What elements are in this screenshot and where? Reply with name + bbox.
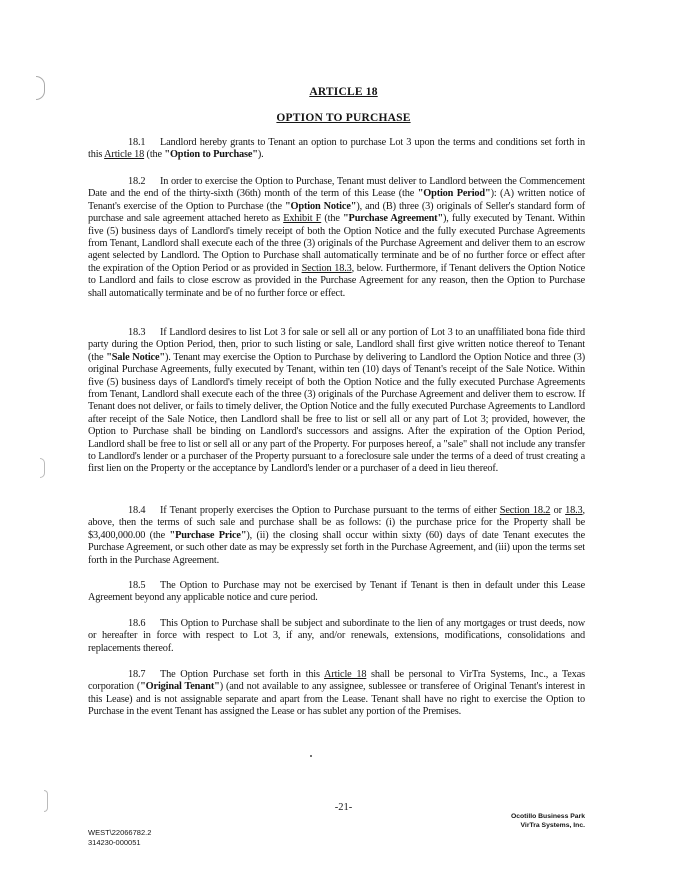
defined-term: "Option Notice": [284, 200, 357, 212]
section-18-2: 18.2 In order to exercise the Option to Purchase, Tenant must deliver to Landlord between the Commencement Date and the end of the thirty-sixth (36th) month of the term of this Lease (the "Option Period"): (A) written notice of Tenant's exercise of the Option to Purchase (the "Option Notice"), and (B) three (3) originals of Seller's standard form of purchase and sale agreement attached hereto as Exhibit F (the "Purchase Agreement"), fully executed by Tenant. Within five (5) business days of Landlord's timely receipt of both the Option Notice and the fully executed Purchase Agreements from Tenant, Landlord shall execute each of the three (3) originals of the Purchase Agreement and deliver them to an escrow agent selected by Landlord. The Option to Purchase shall automatically terminate and be of no further force or effect after the expiration of the Option Period or as provided in Section 18.3, below. Furthermore, if Tenant delivers the Option Notice to Landlord and fails to close escrow as provided in the Purchase Agreement for any reason, then the Option to Purchase shall automatically terminate and be of no further force or effect.: [88, 176, 586, 299]
section-number: 18.2: [128, 176, 146, 187]
section-number: 18.7: [128, 669, 146, 680]
section-18-5: 18.5 The Option to Purchase may not be exercised by Tenant if Tenant is then in default under this Lease Agreement beyond any applicable notice and cure period.: [88, 580, 585, 604]
document-id: WEST\22066782.2: [88, 828, 152, 837]
defined-term: "Sale Notice": [106, 351, 165, 363]
section-18-6: 18.6 This Option to Purchase shall be subject and subordinate to the lien of any mortgages or trust deeds, now or hereafter in force with respect to Lot 3, if any, and/or renewals, extensions, modifications, consolidations and replacements thereof.: [88, 618, 585, 654]
tenant-name: VirTra Systems, Inc.: [520, 822, 585, 829]
section-18-3: 18.3 If Landlord desires to list Lot 3 for sale or sell all or any portion of Lot 3 to an unaffiliated bona fide third party during the Option Period, then, prior to such listing or sale, Landlord shall first give written notice thereof to Tenant (the "Sale Notice"). Tenant may exercise the Option to Purchase by delivering to Landlord the Option Notice and three (3) original Purchase Agreements, fully executed by Tenant, within ten (10) days of Tenant's receipt of the Sale Notice. Within five (5) business days of Landlord's timely receipt of both the Option Notice and the fully executed Purchase Agreements from Tenant, Landlord shall execute each of the three (3) originals of the Purchase Agreement and deliver them to escrow. If Tenant does not deliver, or fails to timely deliver, the Option Notice and the fully executed Purchase Agreements to Landlord after receipt of the Sale Notice, then Landlord shall be free to list or sell all or any part of Lot 3; provided, however, the Option to Purchase shall be binding on Landlord's successors and assigns. After the expiration of the Option Period, Landlord shall be free to list or sell all or any part of the Property. For purposes hereof, a "sale" shall not include any transfer to Landlord's lender or a purchaser of the Property pursuant to a foreclosure sale under the terms of a deed of trust creating a first lien on the Property or the acceptance by Landlord's lender or a purchaser of a deed in lieu thereof.: [88, 327, 585, 475]
defined-term: "Purchase Price": [169, 529, 247, 541]
defined-term: "Option to Purchase": [164, 149, 258, 161]
section-18-7: 18.7 The Option Purchase set forth in this Article 18 shall be personal to VirTra Systems, Inc., a Texas corporation ("Original Tenant") (and not available to any assignee, sublessee or transferee of Original Tenant's interest in this Lease) and is not assignable separate and apart from the Lease. Tenant shall have no right to exercise the Option to Purchase in the event Tenant has assigned the Lease or has sublet any portion of the Premises.: [88, 669, 586, 718]
section-number: 18.6: [128, 618, 146, 629]
page-number: -21-: [334, 802, 353, 813]
scan-speck: [310, 755, 312, 757]
cross-reference: Article 18: [104, 149, 145, 161]
section-number: 18.5: [128, 580, 146, 591]
section-number: 18.1: [128, 137, 146, 148]
cross-reference: Article 18: [324, 669, 367, 680]
cross-reference: Exhibit F: [283, 213, 322, 225]
cross-reference: 18.3: [565, 505, 583, 516]
section-18-1: 18.1 Landlord hereby grants to Tenant an option to purchase Lot 3 upon the terms and conditions set forth in this Article 18 (the "Option to Purchase").: [88, 137, 585, 161]
document-id-block: [88, 828, 151, 848]
article-title: ARTICLE 18: [309, 86, 378, 98]
section-number: 18.3: [128, 327, 146, 338]
article-subtitle: OPTION TO PURCHASE: [276, 112, 411, 124]
scan-margin-mark: [40, 458, 45, 478]
section-18-4: 18.4 If Tenant properly exercises the Option to Purchase pursuant to the terms of either Section 18.2 or 18.3, above, then the terms of such sale and purchase shall be as follows: (i) the purchase price for the Property shall be $3,400,000.00 (the "Purchase Price"), (ii) the closing shall occur within sixty (60) days of date Tenant executes the Purchase Agreement, or such other date as may be expressly set forth in the Purchase Agreement, and (iii) upon the terms set forth in the Purchase Agreement.: [88, 505, 586, 566]
defined-term: "Option Period": [417, 188, 491, 200]
defined-term: "Original Tenant": [140, 681, 220, 693]
project-name: Ocotillo Business Park: [510, 813, 585, 820]
matter-number: 314230-000051: [88, 838, 141, 847]
section-number: 18.4: [128, 505, 146, 516]
cross-reference: Section 18.3: [301, 262, 352, 274]
cross-reference: Section 18.2: [499, 505, 551, 516]
defined-term: "Purchase Agreement": [342, 213, 444, 225]
project-block: [500, 812, 585, 830]
